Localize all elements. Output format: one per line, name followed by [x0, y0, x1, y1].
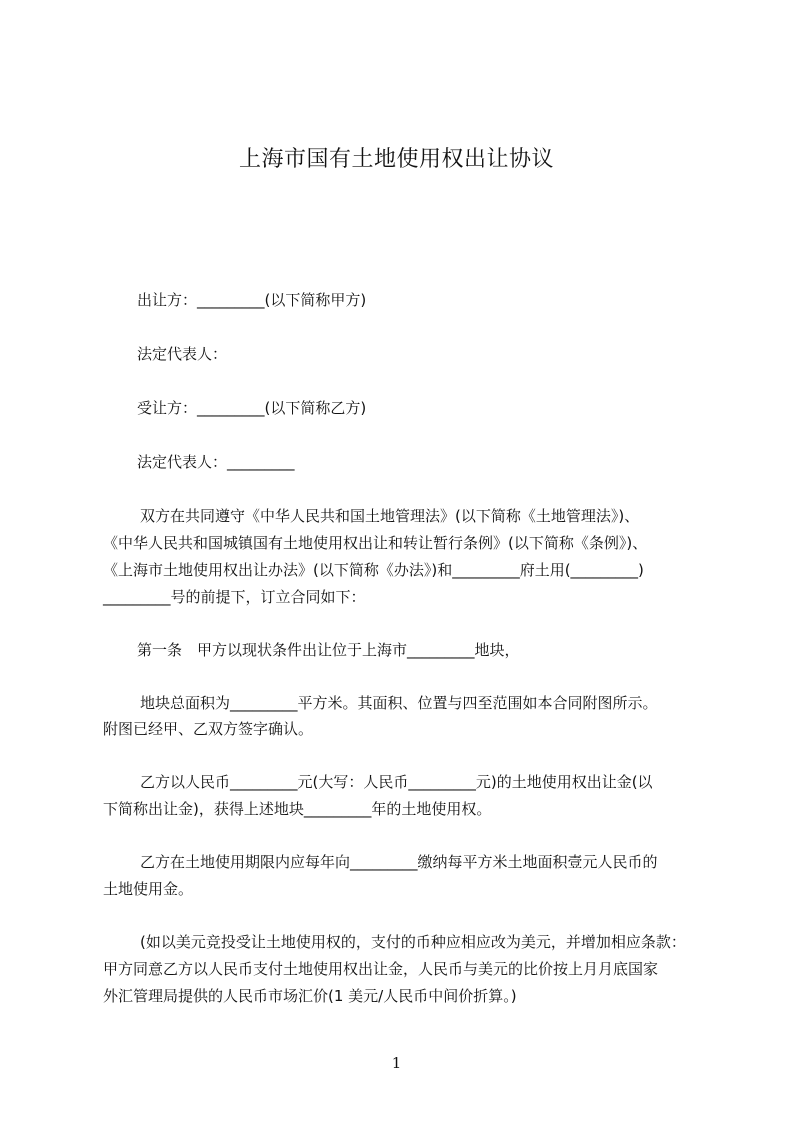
fee-line-2: 下简称出让金)，获得上述地块_________年的土地使用权。	[103, 800, 492, 818]
area-line-1: 地块总面积为_________平方米。其面积、位置与四至范围如本合同附图所示。	[140, 694, 658, 712]
page-number: 1	[391, 1054, 402, 1072]
preamble-line-4: _________号的前提下，订立合同如下：	[103, 588, 366, 606]
fee-line-1: 乙方以人民币_________元(大写：人民币_________元)的土地使用权出让金(以	[140, 773, 653, 791]
grantor-legal-rep-line: 法定代表人：	[137, 345, 228, 363]
usage-fee-line-2: 土地使用金。	[103, 880, 194, 898]
usage-fee-line-1: 乙方在土地使用期限内应每年向_________缴纳每平方米土地面积壹元人民币的	[140, 853, 658, 871]
preamble-line-3: 《上海市土地使用权出让办法》(以下简称《办法》)和_________府土用(_________)	[103, 561, 644, 579]
preamble-line-1: 双方在共同遵守《中华人民共和国土地管理法》(以下简称《土地管理法》)、	[140, 507, 640, 525]
usd-note-line-2: 甲方同意乙方以人民币支付土地使用权出让金，人民币与美元的比价按上月月底国家	[103, 960, 659, 978]
preamble-line-2: 《中华人民共和国城镇国有土地使用权出让和转让暂行条例》(以下简称《条例》)、	[103, 534, 648, 552]
grantee-line: 受让方：_________(以下简称乙方)	[137, 399, 367, 417]
document-title: 上海市国有土地使用权出让协议	[238, 147, 554, 172]
usd-note-line-3: 外汇管理局提供的人民币市场汇价(1 美元/人民币中间价折算。)	[103, 987, 517, 1005]
usd-note-line-1: (如以美元竞投受让土地使用权的，支付的币种应相应改为美元，并增加相应条款：	[140, 933, 686, 951]
article-1-line: 第一条 甲方以现状条件出让位于上海市_________地块，	[137, 641, 520, 659]
grantee-legal-rep-line: 法定代表人：_________	[137, 453, 295, 471]
grantor-line: 出让方：_________(以下简称甲方)	[137, 291, 367, 309]
area-line-2: 附图已经甲、乙双方签字确认。	[103, 720, 314, 738]
